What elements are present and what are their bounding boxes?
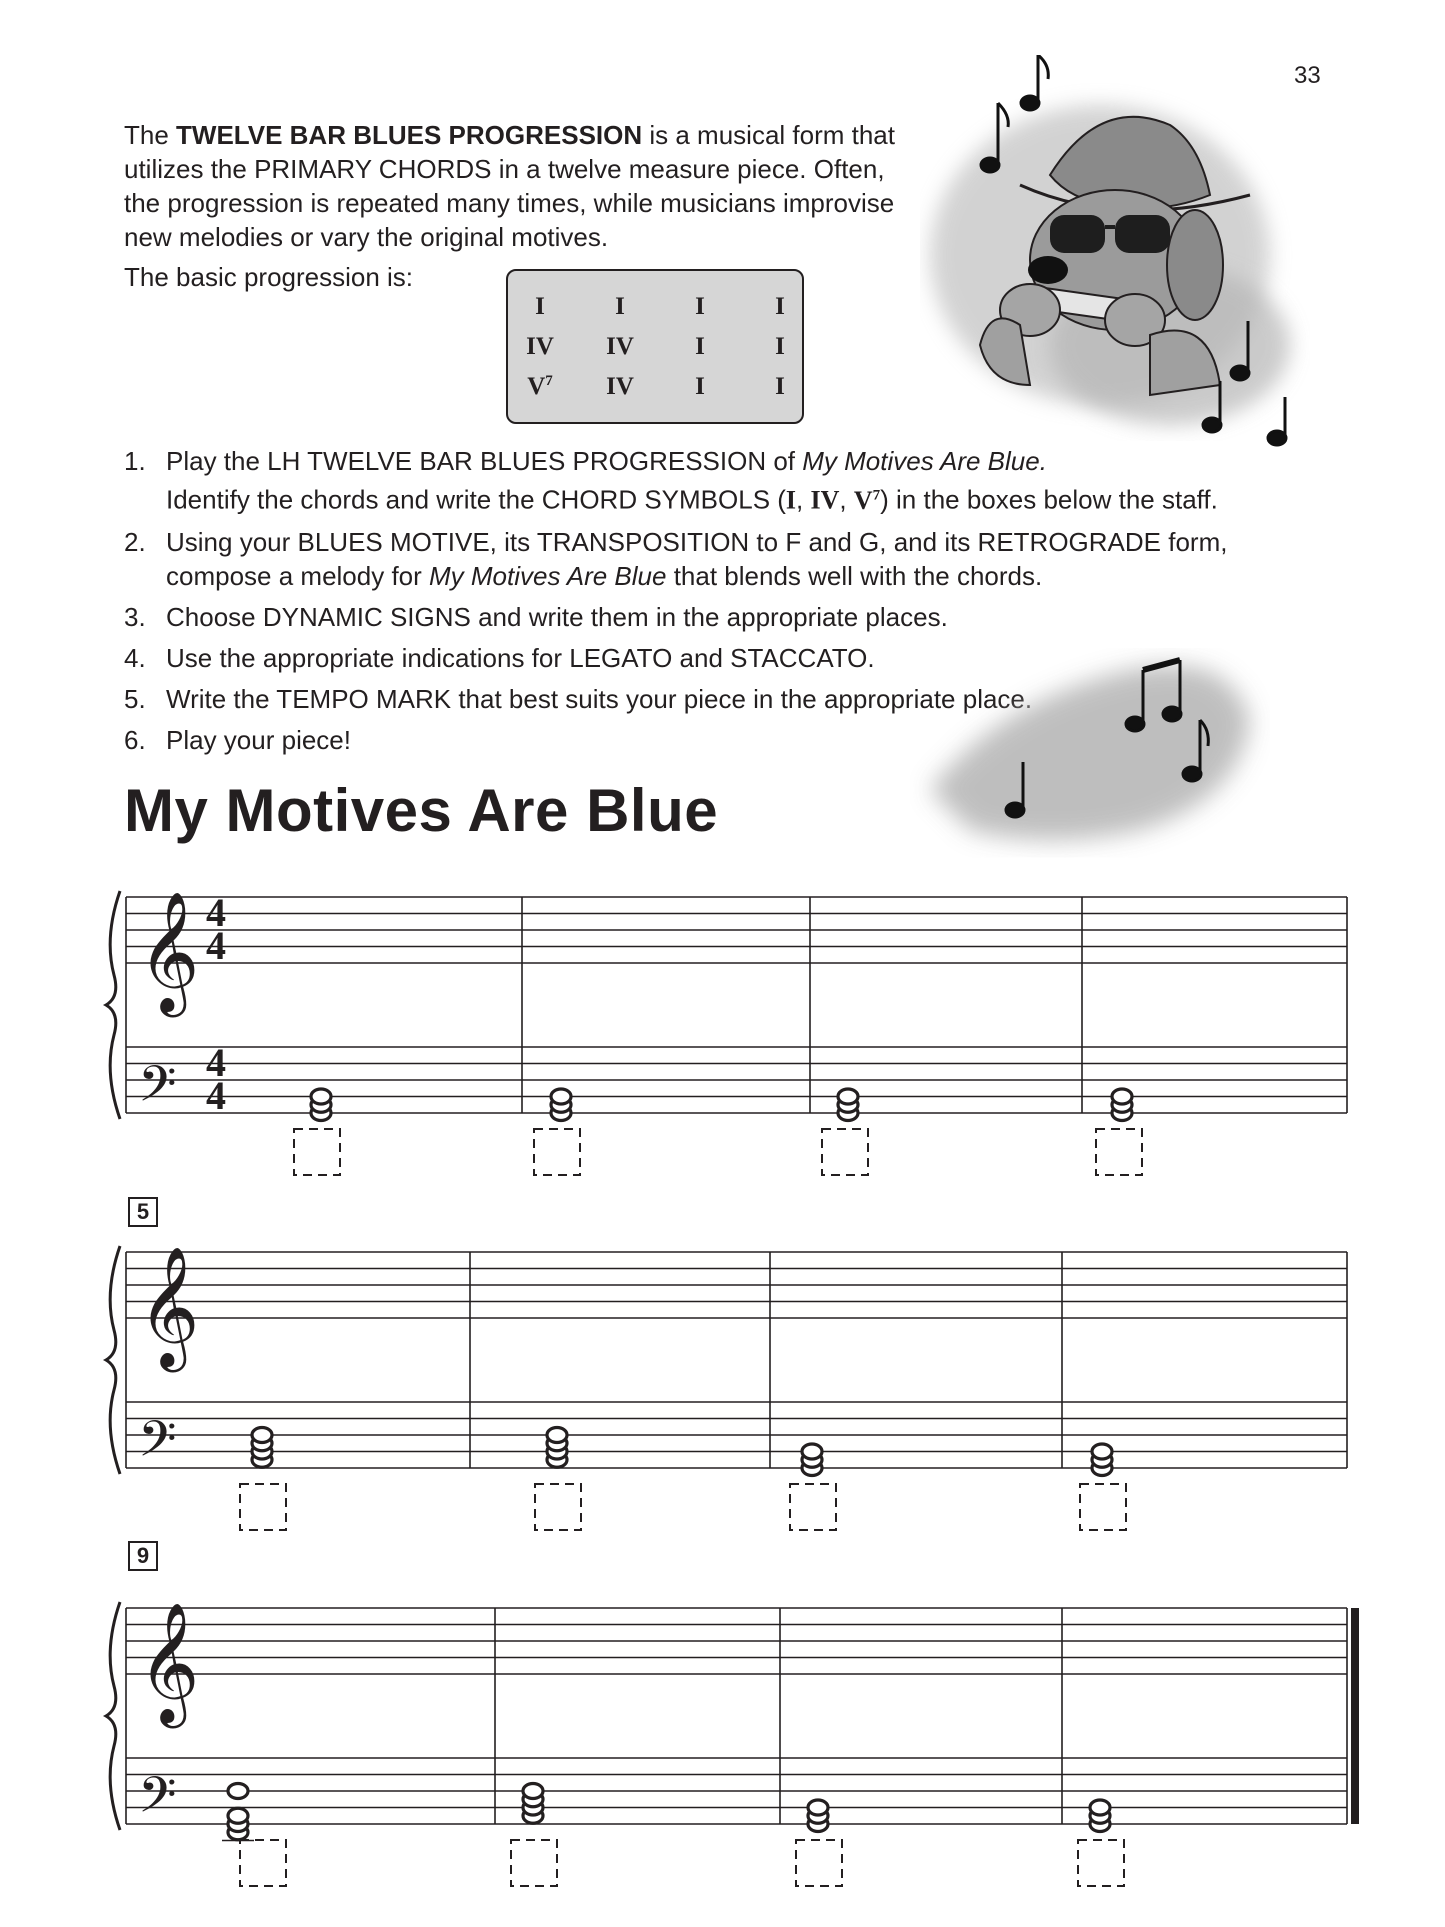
whole-note xyxy=(1092,1444,1112,1459)
progression-cell: IV xyxy=(606,333,634,360)
whole-note xyxy=(802,1444,822,1459)
whole-note xyxy=(547,1428,567,1443)
intro-rest: is a musical form that utilizes the PRIMARY CHORDS in a twelve measure piece. Often, the progression is repeated many times, while musicians improvise new melodies or vary the original motives. xyxy=(124,120,895,252)
progression-cell: I xyxy=(615,293,625,320)
brace xyxy=(106,1246,120,1474)
treble-clef: 𝄞 xyxy=(138,890,200,1012)
instruction-number: 3. xyxy=(124,601,146,632)
whole-note xyxy=(228,1784,248,1799)
chord-symbol: IV xyxy=(810,485,840,515)
separator: , xyxy=(839,484,854,515)
instruction-text: compose a melody for xyxy=(166,560,430,591)
bass-clef: 𝄢 xyxy=(138,1055,177,1126)
instruction-number: 1. xyxy=(124,446,146,476)
brace xyxy=(106,891,120,1119)
basic-progression-label: The basic progression is: xyxy=(124,262,414,292)
chord-symbol-answer-box xyxy=(1080,1484,1126,1530)
chord-symbol-answer-box xyxy=(790,1484,836,1530)
piece-title-ref: My Motives Are Blue. xyxy=(802,446,1047,476)
measure-number-9: 9 xyxy=(128,1541,158,1571)
brace xyxy=(106,1602,120,1830)
chord-symbol-answer-box xyxy=(796,1840,842,1886)
treble-clef: 𝄞 xyxy=(138,1601,200,1723)
progression-superscript: 7 xyxy=(545,373,553,389)
progression-cell: I xyxy=(775,333,785,360)
time-signature-digit: 4 xyxy=(206,1040,226,1085)
page-number: 33 xyxy=(1294,62,1321,89)
instruction-number: 4. xyxy=(124,642,146,673)
progression-cell: I xyxy=(695,373,705,400)
whole-note xyxy=(311,1089,331,1104)
bass-clef: 𝄢 xyxy=(138,1410,177,1481)
whole-note xyxy=(838,1089,858,1104)
instruction-text: Using your BLUES MOTIVE, its TRANSPOSITION to F and G, and its RETROGRADE form, xyxy=(166,526,1228,557)
progression-cell: IV xyxy=(526,333,554,360)
treble-clef: 𝄞 xyxy=(138,1245,200,1367)
instruction-text: Write the TEMPO MARK that best suits your piece in the appropriate place. xyxy=(166,683,1033,714)
measure-number-5: 5 xyxy=(128,1197,158,1227)
whole-note xyxy=(1112,1089,1132,1104)
whole-note xyxy=(551,1089,571,1104)
chord-symbol-answer-box xyxy=(294,1129,340,1175)
instruction-text: Play the LH TWELVE BAR BLUES PROGRESSION of xyxy=(166,446,803,476)
progression-cell: I xyxy=(535,293,545,320)
intro-term: TWELVE BAR BLUES PROGRESSION xyxy=(176,120,643,150)
chord-symbol-answer-box xyxy=(1078,1840,1124,1886)
progression-cell: I xyxy=(695,333,705,360)
progression-cell: I xyxy=(775,293,785,320)
instruction-text: Play your piece! xyxy=(166,724,351,755)
chord-symbol-answer-box xyxy=(1096,1129,1142,1175)
piece-title: My Motives Are Blue xyxy=(124,777,719,844)
chord-superscript: 7 xyxy=(872,487,881,503)
instruction-text: Use the appropriate indications for LEGATO and STACCATO. xyxy=(166,642,875,673)
chord-symbol-answer-box xyxy=(535,1484,581,1530)
bass-clef: 𝄢 xyxy=(138,1766,177,1837)
instruction-text: ) in the boxes below the staff. xyxy=(880,484,1218,515)
whole-note xyxy=(228,1808,248,1823)
progression-cell: IV xyxy=(606,373,634,400)
time-signature-digit: 4 xyxy=(206,890,226,935)
whole-note xyxy=(523,1784,543,1799)
chord-symbol: I xyxy=(785,485,797,515)
chord-symbol-letter: V xyxy=(853,485,873,515)
whole-note xyxy=(252,1428,272,1443)
instruction-number: 6. xyxy=(124,724,146,755)
progression-cell: I xyxy=(775,373,785,400)
progression-cell: I xyxy=(695,293,705,320)
chord-symbol-answer-box xyxy=(534,1129,580,1175)
chord-symbol-answer-box xyxy=(511,1840,557,1886)
instruction-number: 5. xyxy=(124,683,146,714)
time-signature-digit: 4 xyxy=(206,1073,226,1118)
piece-title-ref: My Motives Are Blue xyxy=(429,560,667,591)
progression-chord: V xyxy=(527,373,546,400)
instruction-number: 2. xyxy=(124,526,146,557)
final-barline xyxy=(1351,1608,1359,1824)
whole-note xyxy=(808,1800,828,1815)
intro-lead: The xyxy=(124,120,177,150)
separator: , xyxy=(796,484,811,515)
whole-note xyxy=(1090,1800,1110,1815)
instruction-text: that blends well with the chords. xyxy=(666,560,1043,591)
chord-symbol-answer-box xyxy=(240,1484,286,1530)
chord-symbol-answer-box xyxy=(240,1840,286,1886)
chord-symbol-answer-box xyxy=(822,1129,868,1175)
time-signature-digit: 4 xyxy=(206,923,226,968)
instruction-text: Choose DYNAMIC SIGNS and write them in the appropriate places. xyxy=(166,601,948,632)
instruction-text: Identify the chords and write the CHORD SYMBOLS ( xyxy=(166,484,786,515)
